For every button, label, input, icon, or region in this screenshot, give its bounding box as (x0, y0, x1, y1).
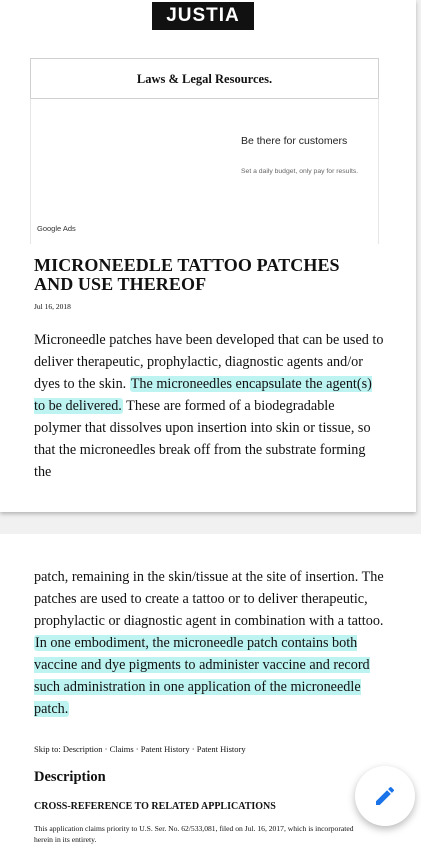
skip-link-patent-history-2[interactable]: Patent History (196, 744, 246, 754)
ad-subline: Set a daily budget, only pay for results. (241, 168, 359, 175)
justia-logo[interactable]: JUSTIA (152, 2, 254, 30)
highlighted-text[interactable]: The microneedles encapsulate the agent(s) to be delivered. (34, 376, 372, 414)
skip-link-claims[interactable]: Claims (109, 744, 134, 754)
description-heading: Description (34, 769, 106, 785)
patent-title: MICRONEEDLE TATTOO PATCHES AND USE THEREOF (34, 255, 340, 294)
highlighted-text[interactable]: In one embodiment, the microneedle patch contains both vaccine and dye pigments to administer vaccine and record such administration in one application of the microneedle patch. (34, 635, 370, 717)
patent-date: Jul 16, 2018 (34, 302, 71, 311)
abstract-text: These are formed of a biodegradable polymer that dissolves upon insertion into skin or tissue, so that the microneedles break off from the substrate forming the (34, 398, 371, 480)
cross-reference-text: This application claims priority to U.S. Ser. No. 62/533,081, filed on Jul. 16, 2017, which is incorporated herein in its entirety. (34, 824, 354, 844)
edit-button[interactable] (355, 766, 415, 826)
pencil-icon (373, 784, 397, 808)
separator: · (133, 744, 141, 754)
abstract-text: patch, remaining in the skin/tissue at the site of insertion. The patches are used to create a tattoo or to deliver therapeutic, prophylactic or diagnostic agent in combination with a tattoo. (34, 569, 384, 629)
abstract-paragraph-1 (34, 329, 384, 483)
separator: · (189, 744, 197, 754)
abstract-paragraph-2 (34, 566, 384, 720)
abstract-text: Microneedle patches have been developed that can be used to deliver therapeutic, prophylactic, diagnostic agents and/or dyes to the skin. (34, 332, 384, 392)
skip-prefix: Skip to: (34, 744, 63, 754)
skip-link-patent-history[interactable]: Patent History (140, 744, 190, 754)
cross-reference-heading: CROSS-REFERENCE TO RELATED APPLICATIONS (34, 801, 276, 812)
skip-link-description[interactable]: Description (62, 744, 103, 754)
ad-label: Google Ads (37, 224, 76, 233)
separator: · (102, 744, 110, 754)
ad-headline[interactable]: Be there for customers (241, 135, 348, 147)
ad-banner[interactable] (30, 58, 379, 99)
skip-nav (34, 744, 246, 754)
ad-banner-text: Laws & Legal Resources. (136, 71, 273, 86)
